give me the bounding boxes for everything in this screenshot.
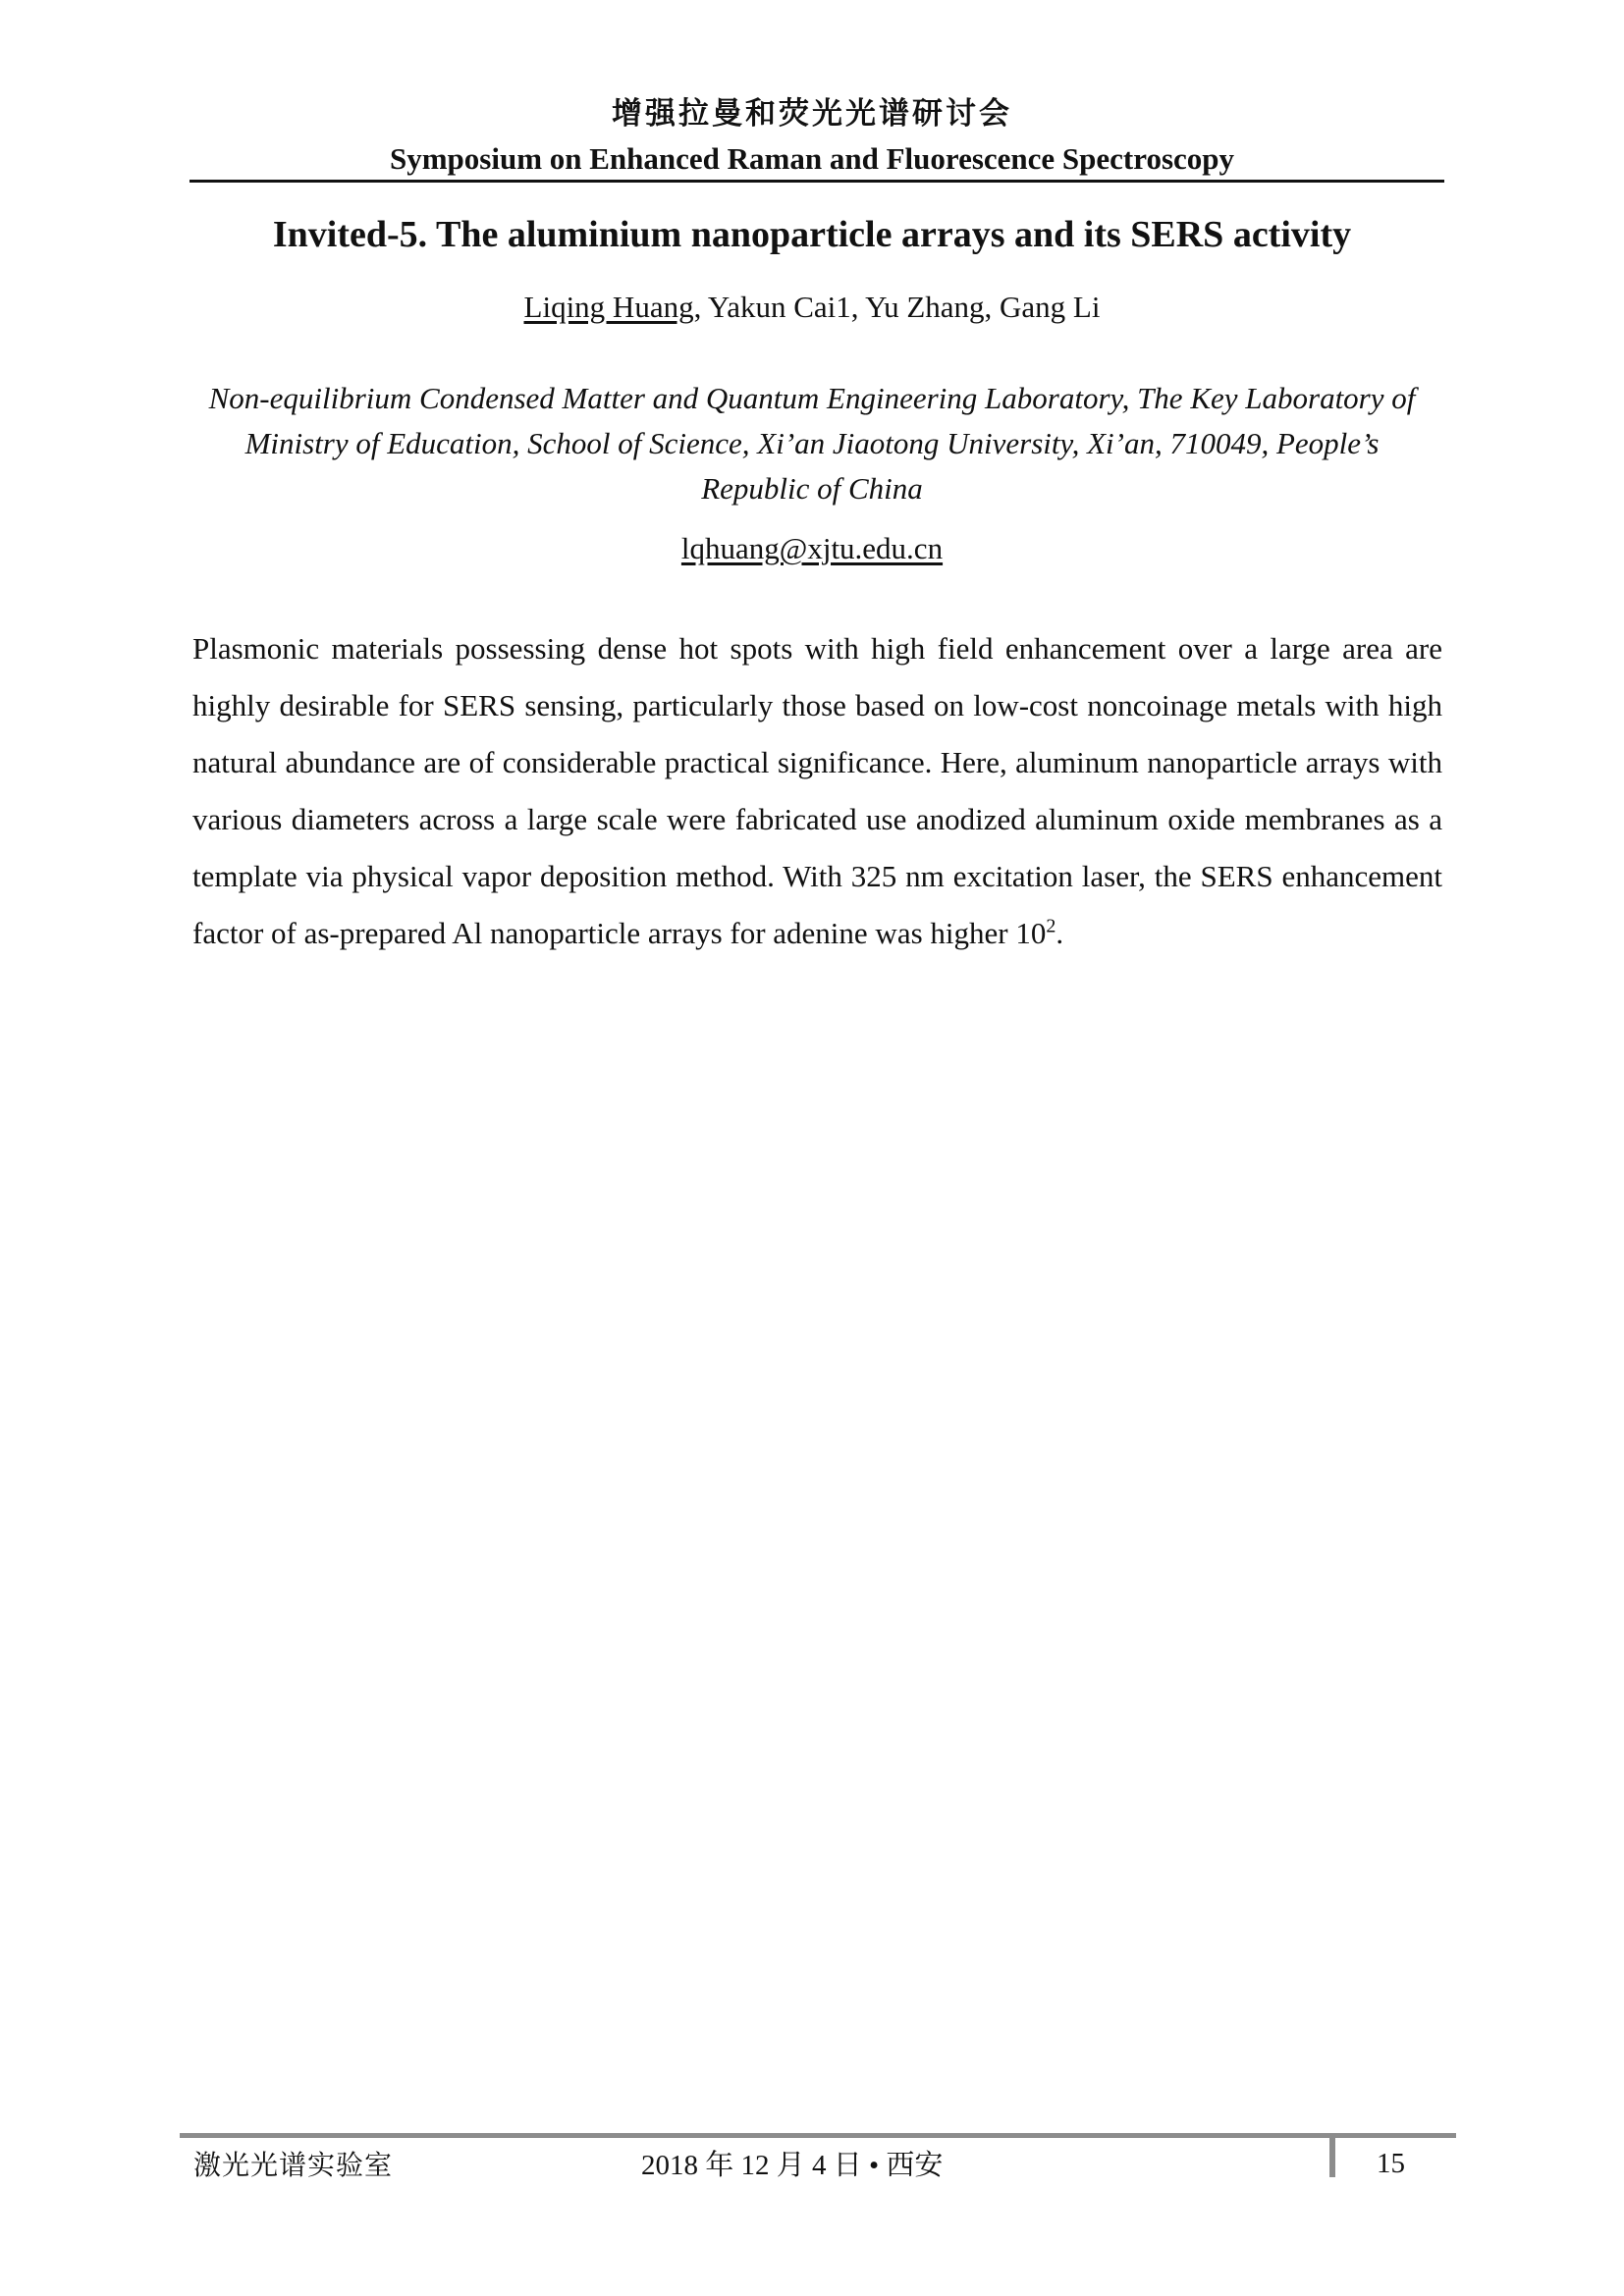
footer-date-location: 2018 年 12 月 4 日 • 西安 [641,2150,944,2181]
footer-lab-name: 激光光谱实验室 [193,2149,394,2181]
abstract-text: Plasmonic materials possessing dense hot spots with high field enhancement over a large area are highly desirable for SERS sensing, particularly those based on low-cost noncoinage metals with high natural abundance are of considerable practical significance. Here, aluminum nanoparticle arrays with various diameters across a large scale were fabricated use anodized aluminum oxide membranes as a template via physical vapor deposition method. With 325 nm excitation laser, the SERS enhancement factor of as-prepared Al nanoparticle arrays for adenine was higher 10 [192,631,1442,950]
presenting-author: Liqing Huang [523,290,694,324]
co-authors: , Yakun Cai1, Yu Zhang, Gang Li [693,290,1101,324]
symposium-title-english: Symposium on Enhanced Raman and Fluorescence Spectroscopy [389,141,1235,176]
abstract-end: . [1056,916,1064,950]
author-list [0,288,1624,327]
header-divider [189,180,1444,183]
paper-title: Invited-5. The aluminium nanoparticle arrays and its SERS activity [272,214,1352,255]
abstract-paragraph [192,620,1442,962]
affiliation: Non-equilibrium Condensed Matter and Quantum Engineering Laboratory, The Key Laboratory of Ministry of Education, School of Science, Xi’an Jiaotong University, Xi’an, 710049, People’s Republic of China [208,381,1416,506]
footer-page-separator [1329,2138,1335,2177]
page-number: 15 [1377,2148,1405,2179]
abstract-superscript: 2 [1046,915,1056,937]
footer-divider [180,2133,1456,2138]
contact-email[interactable]: lqhuang@xjtu.edu.cn [680,531,944,565]
symposium-title-chinese: 增强拉曼和荧光光谱研讨会 [612,96,1012,132]
